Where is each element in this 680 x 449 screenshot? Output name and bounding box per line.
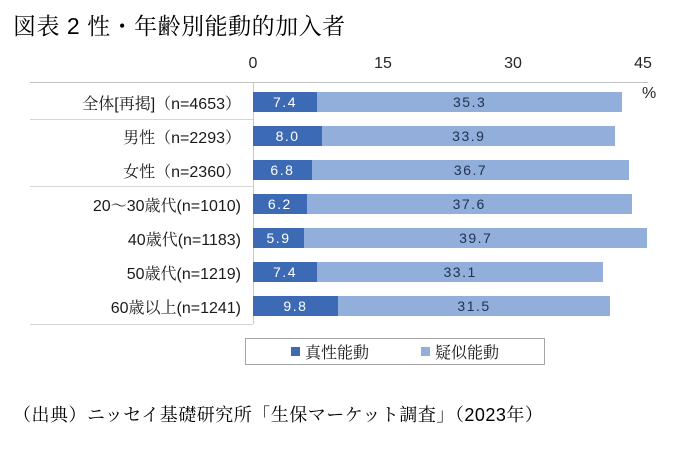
x-axis-tick-45: 45 <box>634 55 652 72</box>
legend-item-pseudo-active <box>421 340 499 363</box>
x-axis-tick-15: 15 <box>374 55 392 72</box>
bar-row-50s <box>0 255 680 289</box>
bar-row-40s <box>0 221 680 255</box>
bar-segment-pseudo-active <box>312 160 630 180</box>
value-label: 37.6 <box>452 196 486 212</box>
legend-swatch-light-blue <box>421 347 430 356</box>
bar-group <box>253 194 632 214</box>
bar-segment-pseudo-active <box>307 194 632 214</box>
x-axis-tick-0: 0 <box>248 55 258 72</box>
value-label: 6.8 <box>270 162 295 178</box>
bar-row-20-30s <box>0 187 680 221</box>
category-label: 男性（n=2293） <box>123 129 241 147</box>
value-label: 9.8 <box>283 298 308 314</box>
value-label: 35.3 <box>453 94 487 110</box>
chart-title: 図表 2 性・年齢別能動的加入者 <box>13 13 346 39</box>
bar-group <box>253 262 603 282</box>
legend-item-true-active <box>291 340 369 363</box>
label-separator-line <box>30 324 253 325</box>
value-label: 7.4 <box>273 94 297 110</box>
bar-segment-true-active <box>253 228 304 248</box>
bar-group <box>253 126 615 146</box>
x-axis-tick-30: 30 <box>504 55 522 72</box>
value-label: 31.5 <box>457 298 491 314</box>
bar-group <box>253 296 610 316</box>
chart-legend <box>245 338 545 365</box>
bar-segment-pseudo-active <box>317 262 603 282</box>
bar-segment-pseudo-active <box>338 296 611 316</box>
value-label: 33.1 <box>443 264 477 280</box>
bar-row-male <box>0 119 680 153</box>
bar-segment-pseudo-active <box>317 92 622 112</box>
bar-segment-true-active <box>253 262 317 282</box>
value-label: 33.9 <box>452 128 486 144</box>
category-label: 60歳以上(n=1241) <box>110 299 241 317</box>
bar-group <box>253 160 629 180</box>
legend-label: 真性能動 <box>304 345 369 362</box>
legend-label: 疑似能動 <box>435 345 500 362</box>
bar-rows <box>0 85 680 323</box>
category-label: 全体[再掲]（n=4653） <box>82 95 241 113</box>
bar-row-female <box>0 153 680 187</box>
axis-top-line <box>30 82 648 83</box>
bar-segment-pseudo-active <box>304 228 647 248</box>
category-label: 女性（n=2360） <box>123 163 241 181</box>
bar-segment-true-active <box>253 194 307 214</box>
value-label: 8.0 <box>275 128 300 144</box>
category-label: 20～30歳代(n=1010) <box>92 197 241 215</box>
value-label: 36.7 <box>453 162 488 178</box>
value-label: 39.7 <box>459 230 493 246</box>
legend-swatch-dark-blue <box>291 347 300 356</box>
bar-group <box>253 92 622 112</box>
bar-segment-true-active <box>253 92 317 112</box>
value-label: 7.4 <box>273 264 297 280</box>
x-axis-unit-label: % <box>642 85 657 102</box>
bar-segment-true-active <box>253 296 338 316</box>
bar-segment-true-active <box>253 160 312 180</box>
bar-group <box>253 228 647 248</box>
value-label: 5.9 <box>266 230 291 246</box>
bar-segment-pseudo-active <box>322 126 615 146</box>
category-label: 50歳代(n=1219) <box>126 265 241 283</box>
bar-row-total <box>0 85 680 119</box>
value-label: 6.2 <box>267 196 292 212</box>
category-label: 40歳代(n=1183) <box>127 231 241 249</box>
bar-segment-true-active <box>253 126 322 146</box>
source-note: （出典）ニッセイ基礎研究所「生保マーケット調査」（2023年） <box>13 405 544 425</box>
bar-row-60plus <box>0 289 680 323</box>
